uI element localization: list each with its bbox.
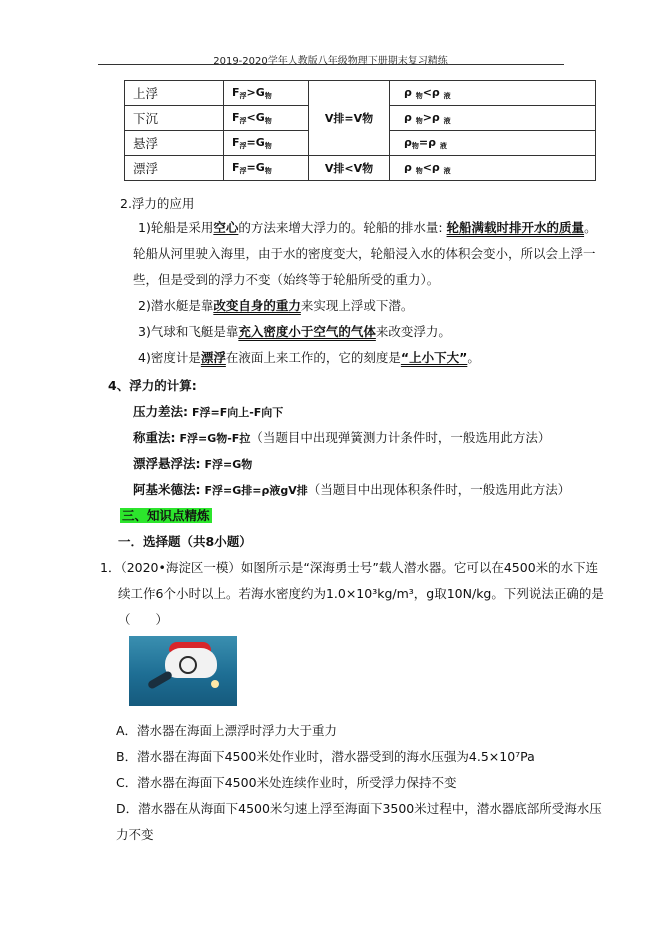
option-c: C．潜水器在海面下4500米处连续作业时，所受浮力保持不变 <box>116 775 457 790</box>
section-label: 三、知识点精炼 <box>122 508 210 523</box>
header-divider <box>98 64 564 65</box>
submarine-image <box>129 636 237 706</box>
paragraph-ship-line2: 轮船从河里驶入海里，由于水的密度变大，轮船浸入水的体积会变小，所以会上浮一 <box>133 246 596 261</box>
floating-states-table <box>124 80 596 181</box>
question-stem-line3: （ ） <box>118 612 169 627</box>
density-cell: ρ $_物$>ρ $_液$ <box>390 106 596 131</box>
method-floating: 漂浮悬浮法: F浮=G物 <box>133 456 253 471</box>
paragraph-ship: 1)轮船是采用空心的方法来增大浮力的。轮船的排水量: 轮船满载时排开水的质量。 <box>138 220 597 235</box>
table-row <box>125 81 596 106</box>
state-cell: 漂浮 <box>125 156 224 181</box>
option-a: A．潜水器在海面上漂浮时浮力大于重力 <box>116 723 338 738</box>
volume-cell: V排=V物 <box>309 81 390 156</box>
method-archimedes: 阿基米德法: F浮=G排=ρ液gV排（当题目中出现体积条件时，一般选用此方法） <box>133 482 571 497</box>
paragraph-balloon: 3)气球和飞艇是靠充入密度小于空气的气体来改变浮力。 <box>138 324 451 339</box>
volume-cell: V排<V物 <box>309 156 390 181</box>
paragraph-submarine: 2)潜水艇是靠改变自身的重力来实现上浮或下潜。 <box>138 298 414 313</box>
page-header: 2019-2020学年人教版八年级物理下册期末复习精练 <box>213 56 448 67</box>
state-cell: 悬浮 <box>125 131 224 156</box>
option-d: D．潜水器在从海面下4500米匀速上浮至海面下3500米过程中，潜水器底部所受海水压 <box>116 801 602 816</box>
paragraph-ship-line3: 些，但是受到的浮力不变（始终等于轮船所受的重力）。 <box>133 272 440 287</box>
option-d-continued: 力不变 <box>116 827 154 842</box>
question-stem-line2: 续工作6个小时以上。若海水密度约为1.0×10³kg/m³，g取10N/kg。下列说法正确的是 <box>118 586 604 601</box>
force-cell: $F_浮>G_物$ <box>224 81 309 106</box>
part-label: 一．选择题（共8小题） <box>118 534 252 549</box>
method-pressure-difference: 压力差法: F浮=F向上-F向下 <box>133 404 284 419</box>
calculation-heading: 4、浮力的计算: <box>108 378 197 393</box>
force-cell: $F_浮=G_物$ <box>224 131 309 156</box>
force-cell: $F_浮=G_物$ <box>224 156 309 181</box>
state-cell: 上浮 <box>125 81 224 106</box>
application-heading: 2.浮力的应用 <box>120 196 195 211</box>
option-b: B．潜水器在海面下4500米处作业时，潜水器受到的海水压强为4.5×10⁷Pa <box>116 749 535 764</box>
table-row <box>125 156 596 181</box>
density-cell: $\rho_物=\rho$ $_液$ <box>390 131 596 156</box>
force-cell: $F_浮<G_物$ <box>224 106 309 131</box>
question-stem: 1．（2020•海淀区一模）如图所示是“深海勇士号”载人潜水器。它可以在4500米的水下连 <box>100 560 599 575</box>
state-cell: 下沉 <box>125 106 224 131</box>
density-cell: ρ $_物$<ρ $_液$ <box>390 156 596 181</box>
density-cell: ρ $_物$<ρ $_液$ <box>390 81 596 106</box>
paragraph-hydrometer: 4)密度计是漂浮在液面上来工作的，它的刻度是“上小下大”。 <box>138 350 480 365</box>
method-weighing: 称重法: F浮=G物-F拉（当题目中出现弹簧测力计条件时，一般选用此方法） <box>133 430 551 445</box>
